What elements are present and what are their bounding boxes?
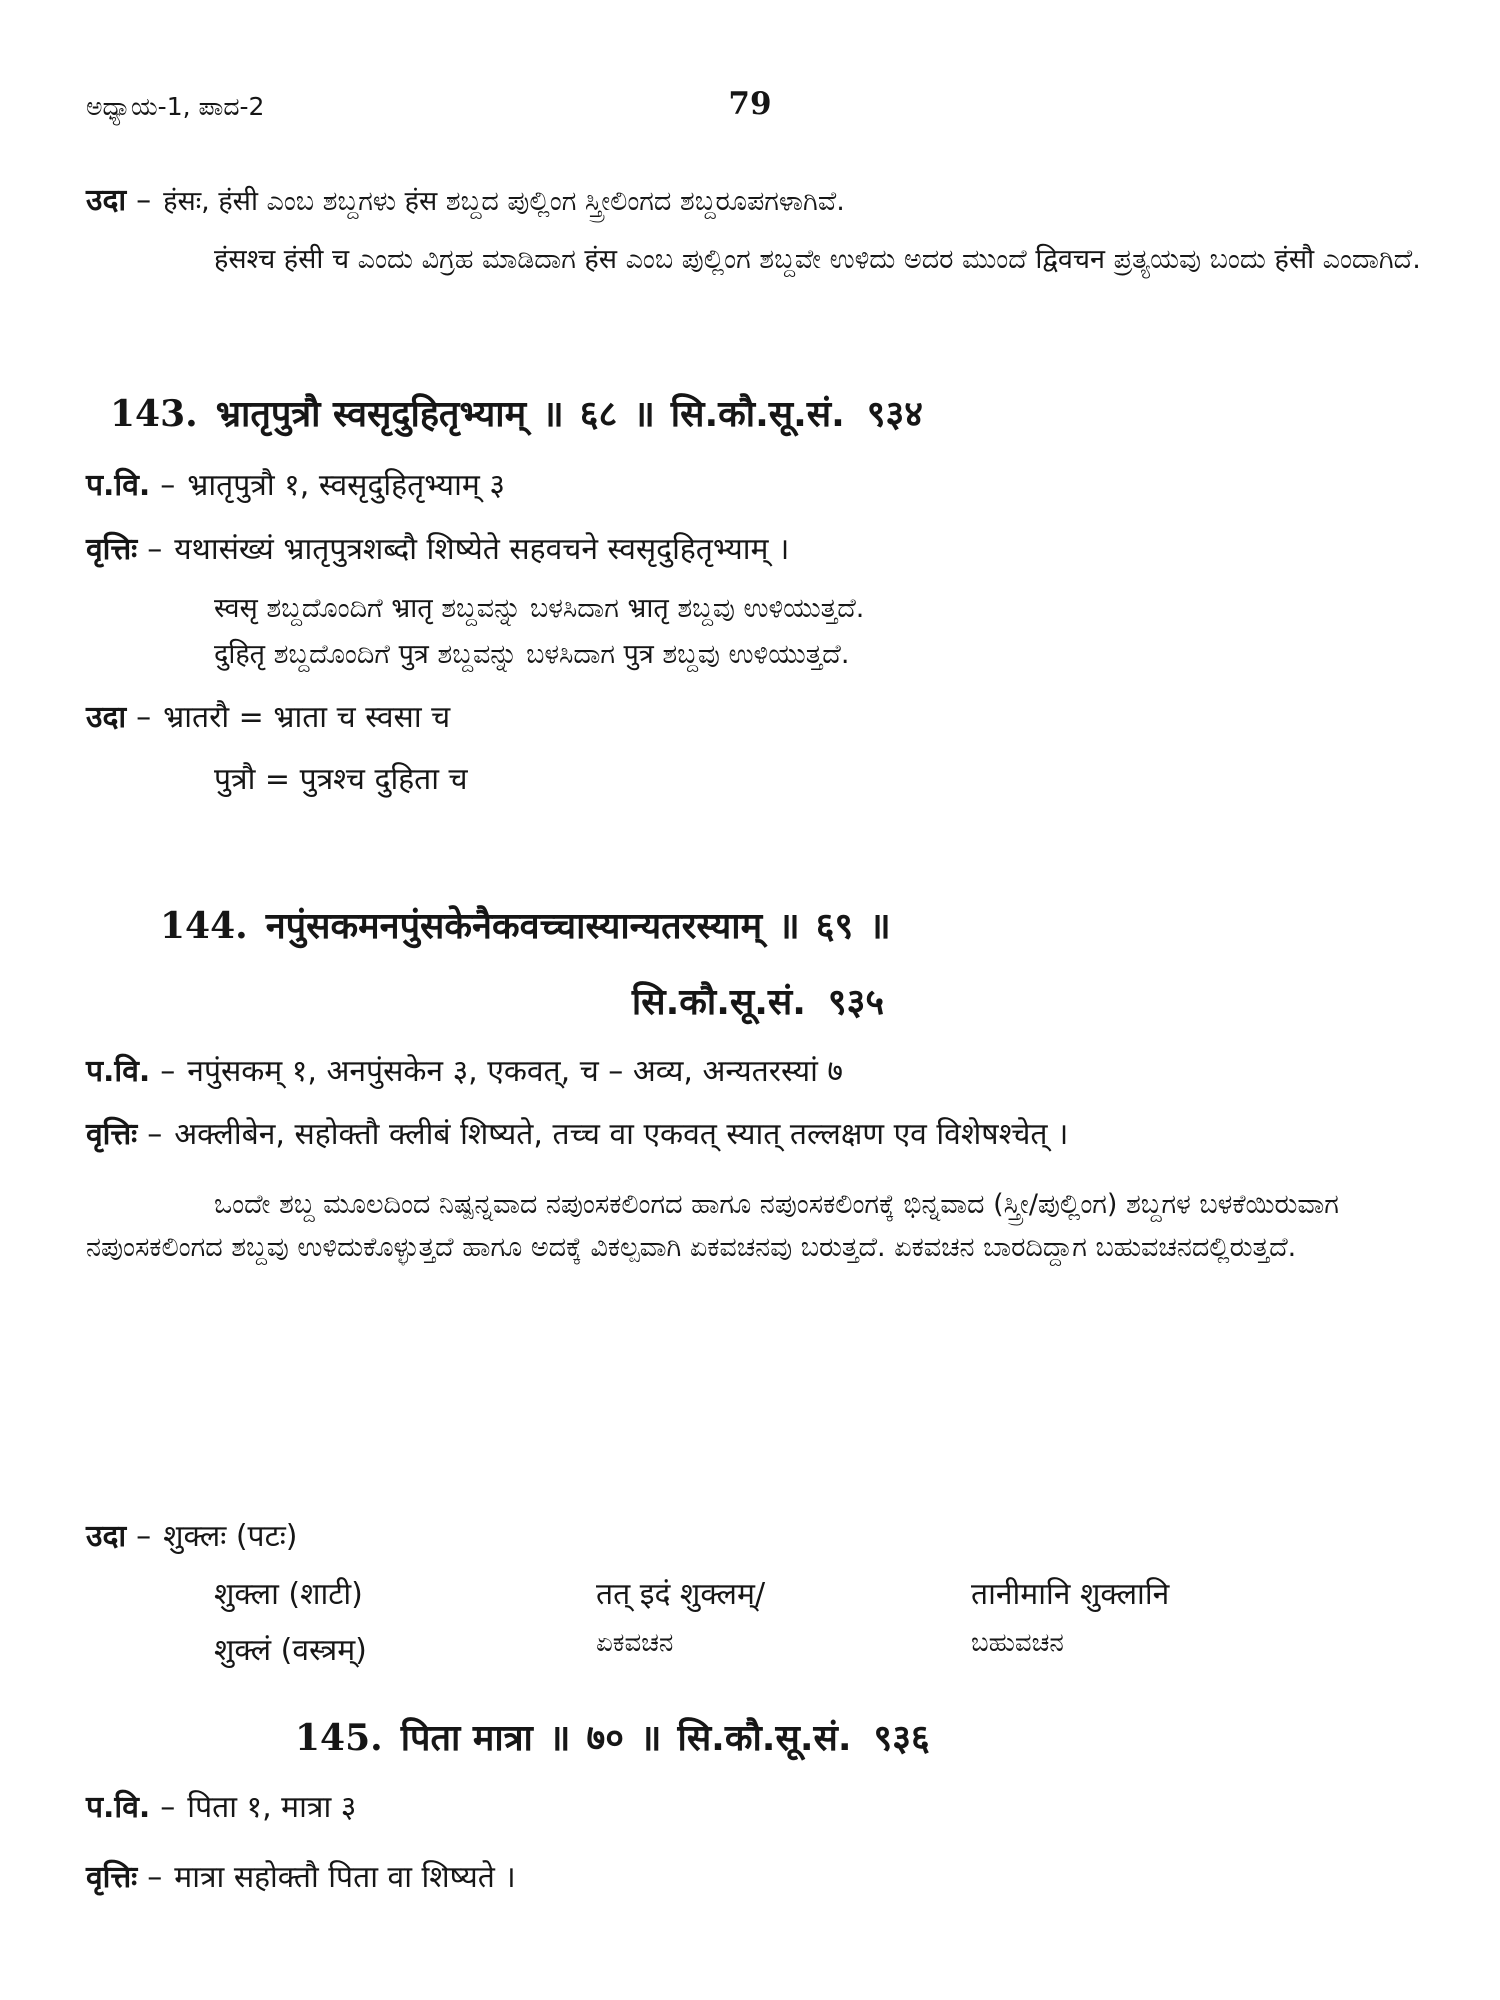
dash: –: [160, 1054, 176, 1089]
sutra-145-heading: [295, 1712, 1430, 1761]
example-label: उदा: [86, 699, 127, 735]
sutra-text: नपुंसकमनपुंसकेनैकवच्चास्यान्यतरस्याम्: [265, 906, 763, 947]
reference-label: सि.कौ.सू.सं.: [670, 394, 845, 435]
example-label: उदा: [86, 183, 127, 218]
vritti-text: यथासंख्यं भ्रातृपुत्रशब्दौ शिष्येते सहवचने स्वसृदुहितृभ्याम् ।: [174, 532, 790, 567]
example-text: शुक्लः (पटः): [163, 1519, 298, 1554]
pada-label: प.वि.: [86, 468, 151, 503]
dash: –: [147, 1860, 163, 1895]
example-row: [86, 1514, 1430, 1564]
pada-label: प.वि.: [86, 1054, 151, 1089]
sutra-145-body: [86, 1790, 1430, 1896]
singular-caption: ಏಕವಚನ: [596, 1628, 674, 1658]
reference-label: सि.कौ.सू.सं.: [677, 1718, 852, 1759]
plural-caption: ಬಹುವಚನ: [971, 1628, 1064, 1658]
example-singular: तत् इदं शुक्लम्/: [596, 1577, 766, 1612]
example-label: उदा: [86, 1519, 127, 1554]
sutra-144-body: [86, 1054, 1430, 1269]
example-line: [86, 700, 1430, 736]
example-row: [86, 1628, 1430, 1678]
sutra-144-reference: [86, 976, 1430, 1025]
sutra-text: पिता मात्रा: [400, 1718, 533, 1759]
vritti-label: वृत्तिः: [86, 1117, 138, 1152]
double-danda: ॥: [778, 906, 800, 947]
page-header: [86, 86, 1414, 136]
dash: –: [136, 699, 152, 735]
sutra-144-heading: [160, 900, 1430, 949]
sutra-serial: ६९: [815, 906, 854, 947]
running-head: ಅಧ್ಯಾಯ-1, ಪಾದ-2: [86, 92, 265, 121]
dash: –: [136, 1519, 152, 1554]
reference-label: सि.कौ.सू.सं.: [631, 982, 806, 1023]
example-label-wrap: [86, 1514, 297, 1555]
dash: –: [147, 1117, 163, 1152]
dash: –: [160, 1790, 176, 1825]
example-neuter: शुक्लं (वस्त्रम्): [214, 1633, 367, 1668]
explanation-line: स्वसृ ಶಬ್ದದೊಂದಿಗೆ भ्रातृ ಶಬ್ದವನ್ನು ಬಳಸಿದಾಗ भ्रातृ ಶಬ್ದವು ಉಳಿಯುತ್ತದೆ.: [214, 593, 865, 624]
sutra-143-heading: [110, 388, 1430, 437]
sutra-serial: ६८: [579, 394, 618, 435]
example-plural: तानीमानि शुक्लानि: [971, 1577, 1170, 1612]
pada-label: प.वि.: [86, 1790, 151, 1825]
example-line: हंसः, हंसी ಎಂಬ ಶಬ್ದಗಳು हंस ಶಬ್ದದ ಪುಲ್ಲಿಂಗ ಸ್ತ್ರೀಲಿಂಗದ ಶಬ್ದರೂಪಗಳಾಗಿವೆ.: [163, 186, 845, 217]
dash: –: [136, 183, 152, 218]
example-block-hamsa: [86, 180, 1430, 281]
double-danda: ॥: [542, 394, 564, 435]
pada-viccheda-line: [86, 468, 1430, 504]
example-feminine: शुक्ला (शाटी): [214, 1577, 363, 1612]
explanation-paragraph: हंसश्च हंसी च ಎಂದು ವಿಗ್ರಹ ಮಾಡಿದಾಗ हंस ಎಂಬ ಪುಲ್ಲಿಂಗ ಶಬ್ದವೇ ಉಳಿದು ಅದರ ಮುಂದೆ द्विवचन ಪ್ರತ್ಯಯವು ಬಂದು हंसौ ಎಂದಾಗಿದೆ.: [214, 243, 1421, 275]
sutra-143-body: [86, 468, 1430, 798]
pada-viccheda-line: [86, 1790, 1430, 1826]
double-danda: ॥: [548, 1718, 571, 1759]
example-text: भ्रातरौ = भ्राता च स्वसा च: [163, 699, 451, 735]
explanation-paragraph: ಒಂದೇ ಶಬ್ದ ಮೂಲದಿಂದ ನಿಷ್ಪನ್ನವಾದ ನಪುಂಸಕಲಿಂಗದ ಹಾಗೂ ನಪುಂಸಕಲಿಂಗಕ್ಕೆ ಭಿನ್ನವಾದ (ಸ್ತ್ರೀ/ಪುಲ್ಲಿಂಗ) ಶಬ್ದಗಳ ಬಳಕೆಯಿರುವಾಗ ನಪುಂಸಕಲಿಂಗದ ಶಬ್ದವು ಉಳಿದುಕೊಳ್ಳುತ್ತದೆ ಹಾಗೂ ಅದಕ್ಕೆ ವಿಕಲ್ಪವಾಗಿ ಏಕವಚನವು ಬರುತ್ತದೆ. ಏಕವಚನ ಬಾರದಿದ್ದಾಗ ಬಹುವಚನದಲ್ಲಿರುತ್ತದೆ.: [86, 1188, 1339, 1263]
vritti-line: [86, 532, 1430, 568]
sutra-text: भ्रातृपुत्रौ स्वसृदुहितृभ्याम्: [215, 394, 527, 435]
vritti-paragraph: [86, 1112, 1430, 1159]
dash: –: [147, 532, 163, 567]
double-danda: ॥: [869, 906, 891, 947]
vritti-text: अक्लीबेन, सहोक्तौ क्लीबं शिष्यते, तच्च वा एकवत् स्यात् तल्लक्षण एव विशेषश्चेत् ।: [174, 1117, 1069, 1152]
double-danda: ॥: [633, 394, 655, 435]
sutra-serial: ७०: [586, 1718, 624, 1759]
sutra-144-examples: [86, 1514, 1430, 1678]
sutra-number: 145.: [295, 1717, 383, 1759]
vritti-text: मात्रा सहोक्तौ पिता वा शिष्यते ।: [174, 1860, 516, 1895]
example-row: [86, 1572, 1430, 1622]
sutra-number: 143.: [110, 393, 198, 435]
vritti-label: वृत्तिः: [86, 532, 138, 567]
reference-number: ९३४: [866, 394, 923, 435]
reference-number: ९३६: [873, 1718, 930, 1759]
dash: –: [160, 468, 176, 503]
pada-viccheda-line: [86, 1054, 1430, 1090]
vritti-label: वृत्तिः: [86, 1860, 138, 1895]
page-number: 79: [728, 86, 772, 122]
pada-text: नपुंसकम् १, अनपुंसकेन ३, एकवत्, च – अव्य, अन्यतरस्यां ७: [187, 1054, 844, 1089]
pada-text: पिता १, मात्रा ३: [187, 1790, 357, 1825]
pada-text: भ्रातृपुत्रौ १, स्वसृदुहितृभ्याम् ३: [187, 468, 505, 503]
example-line: पुत्रौ = पुत्रश्च दुहिता च: [214, 761, 468, 797]
vritti-line: [86, 1860, 1430, 1896]
double-danda: ॥: [639, 1718, 662, 1759]
sutra-number: 144.: [160, 905, 248, 947]
reference-number: ९३५: [827, 982, 885, 1023]
explanation-line: दुहितृ ಶಬ್ದದೊಂದಿಗೆ पुत्र ಶಬ್ದವನ್ನು ಬಳಸಿದಾಗ पुत्र ಶಬ್ದವು ಉಳಿಯುತ್ತದೆ.: [214, 638, 850, 670]
